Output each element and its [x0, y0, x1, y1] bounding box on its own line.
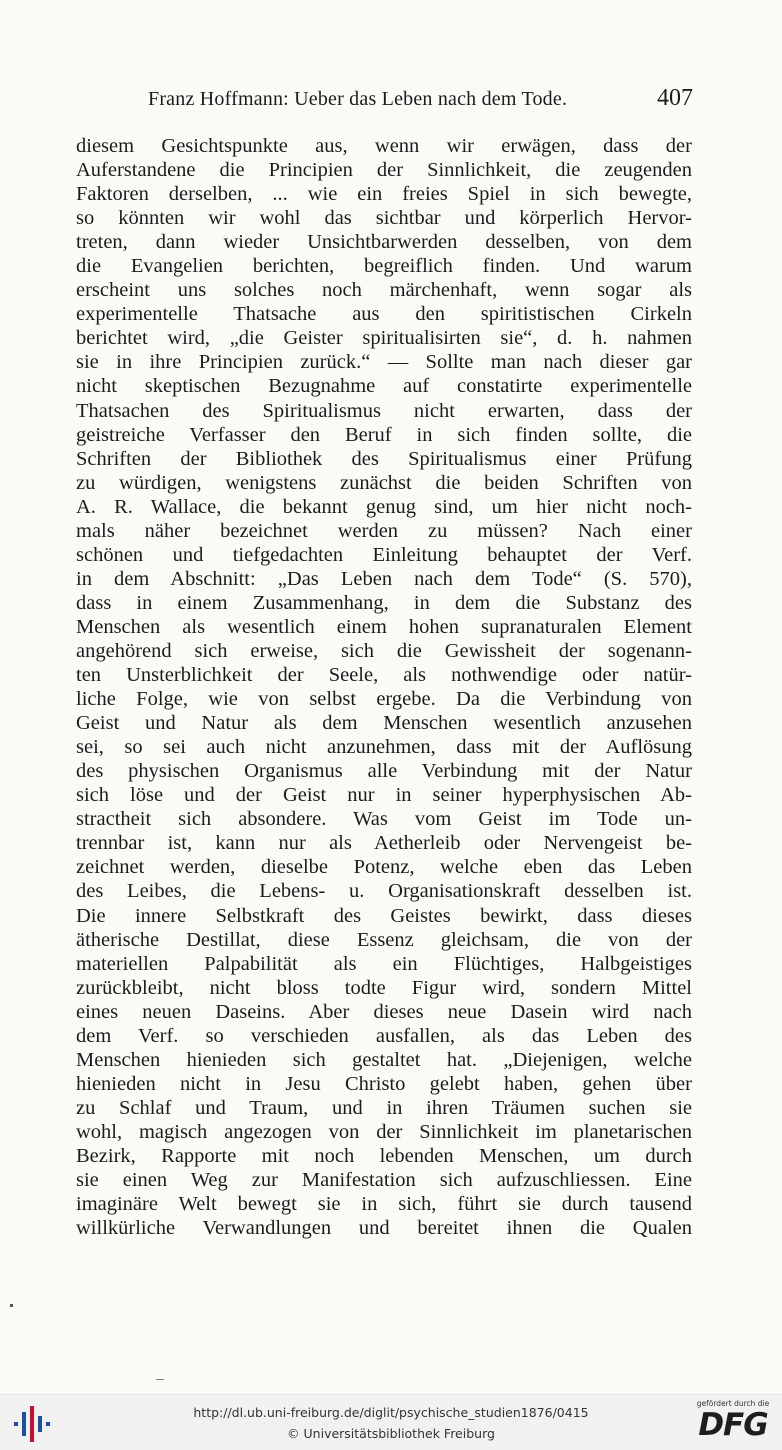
text-line: diesem Gesichtspunkte aus, wenn wir erwägen, dass der	[76, 135, 692, 157]
text-line: Die innere Selbstkraft des Geistes bewirkt, dass dieses	[76, 904, 692, 927]
text-line: berichtet wird, „die Geister spiritualisirten sie“, d. h. nahmen	[76, 327, 692, 350]
text-line: A. R. Wallace, die bekannt genug sind, um hier nicht noch-	[76, 495, 692, 518]
text-line: trennbar ist, kann nur als Aetherleib oder Nervengeist be-	[76, 832, 692, 855]
text-line: experimentelle Thatsache aus den spiritistischen Cirkeln	[76, 303, 692, 326]
scan-speck	[10, 1304, 13, 1307]
body-text	[76, 134, 692, 1240]
footer-bar	[0, 1394, 782, 1450]
text-line: zu würdigen, wenigstens zunächst die beiden Schriften von	[76, 471, 692, 494]
text-line: Bezirk, Rapporte mit noch lebenden Menschen, um durch	[76, 1144, 692, 1167]
copyright-notice: © Universitätsbibliothek Freiburg	[287, 1426, 495, 1441]
text-line: Thatsachen des Spiritualismus nicht erwarten, dass der	[76, 399, 692, 422]
text-line: ätherische Destillat, diese Essenz gleichsam, die von der	[76, 928, 692, 951]
text-line: des Leibes, die Lebens- u. Organisationskraft desselben ist.	[76, 880, 692, 903]
text-line: Schriften der Bibliothek des Spiritualismus einer Prüfung	[76, 447, 692, 470]
text-line: des physischen Organismus alle Verbindung mit der Natur	[76, 760, 692, 783]
text-line: Auferstandene die Principien der Sinnlichkeit, die zeugenden	[76, 159, 692, 182]
text-line: wohl, magisch angezogen von der Sinnlichkeit im planetarischen	[76, 1120, 692, 1143]
dfg-sponsor-logo[interactable]	[688, 1399, 778, 1447]
scan-mark	[156, 1379, 164, 1380]
text-line: treten, dann wieder Unsichtbarwerden desselben, von dem	[76, 231, 692, 254]
page-header	[148, 85, 693, 118]
text-line: sie einen Weg zur Manifestation sich aufzuschliessen. Eine	[76, 1169, 692, 1192]
text-line: die Evangelien berichten, begreiflich finden. Und warum	[76, 255, 692, 278]
text-line: dass in einem Zusammenhang, in dem die Substanz des	[76, 591, 692, 614]
text-line: sich löse und der Geist nur in seiner hyperphysischen Ab-	[76, 784, 692, 807]
text-line: in dem Abschnitt: „Das Leben nach dem Tode“ (S. 570),	[76, 567, 692, 590]
text-line: mals näher bezeichnet werden zu müssen? Nach einer	[76, 519, 692, 542]
text-line: imaginäre Welt bewegt sie in sich, führt sie durch tausend	[76, 1193, 692, 1216]
text-line: sei, so sei auch nicht anzunehmen, dass mit der Auflösung	[76, 736, 692, 759]
text-line: Menschen hienieden sich gestaltet hat. „Diejenigen, welche	[76, 1048, 692, 1071]
text-line: nicht skeptischen Bezugnahme auf constatirte experimentelle	[76, 375, 692, 398]
text-line: zeichnet werden, dieselbe Potenz, welche eben das Leben	[76, 856, 692, 879]
text-line: angehörend sich erweise, sich die Gewissheit der sogenann-	[76, 639, 692, 662]
text-line: dem Verf. so verschieden ausfallen, als das Leben des	[76, 1024, 692, 1047]
text-line: zu Schlaf und Traum, und in ihren Träumen suchen sie	[76, 1096, 692, 1119]
text-line: Geist und Natur als dem Menschen wesentlich anzusehen	[76, 712, 692, 735]
text-line: materiellen Palpabilität als ein Flüchtiges, Halbgeistiges	[76, 952, 692, 975]
text-line: so könnten wir wohl das sichtbar und körperlich Hervor-	[76, 207, 692, 230]
running-title: Franz Hoffmann: Ueber das Leben nach dem Tode.	[148, 88, 568, 110]
dfg-logo-icon: DFG	[698, 1407, 768, 1443]
text-line: ten Unsterblichkeit der Seele, als nothwendige oder natür-	[76, 664, 692, 687]
text-line: willkürliche Verwandlungen und bereitet ihnen die Qualen	[76, 1217, 692, 1240]
text-line: Menschen als wesentlich einem hohen supranaturalen Element	[76, 615, 692, 638]
document-url[interactable]: http://dl.ub.uni-freiburg.de/diglit/psychische_studien1876/0415	[193, 1405, 589, 1420]
text-line: Faktoren derselben, ... wie ein freies Spiel in sich bewegte,	[76, 183, 692, 206]
page-number: 407	[657, 85, 693, 111]
text-line: schönen und tiefgedachten Einleitung behauptet der Verf.	[76, 543, 692, 566]
text-line: geistreiche Verfasser den Beruf in sich finden sollte, die	[76, 423, 692, 446]
text-line: eines neuen Daseins. Aber dieses neue Dasein wird nach	[76, 1000, 692, 1023]
text-line: hienieden nicht in Jesu Christo gelebt haben, gehen über	[76, 1072, 692, 1095]
text-line: sie in ihre Principien zurück.“ — Sollte man nach dieser gar	[76, 351, 692, 374]
text-line: erscheint uns solches noch märchenhaft, wenn sogar als	[76, 279, 692, 302]
text-line: stractheit sich absondere. Was vom Geist im Tode un-	[76, 808, 692, 831]
text-line: zurückbleibt, nicht bloss todte Figur wird, sondern Mittel	[76, 976, 692, 999]
sponsor-caption: gefördert durch die	[696, 1399, 770, 1408]
text-line: liche Folge, wie von selbst ergebe. Da die Verbindung von	[76, 688, 692, 711]
